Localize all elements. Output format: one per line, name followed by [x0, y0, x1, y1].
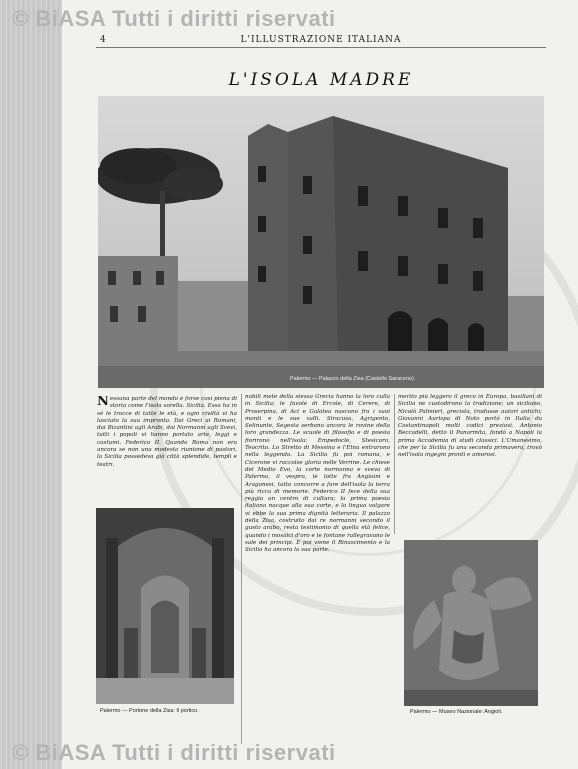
main-photo — [98, 96, 544, 388]
book-binding — [0, 0, 62, 769]
column-right-text: merito più leggero il greco in Europa, basiliani di Sicilia ne custodirono la tradizione; un siciliano, Nicolò Palmieri, grecista, tradusse autori antichi; Giovanni Aurispa di Noto portò in Italia da Costantinopoli molti codici preziosi. Antonio Beccadelli, detto il Panormita, fondò a Napoli la prima Accademia di studi classici. L'Umanesimo, che per la Sicilia fu una seconda primavera, trovò nell'isola ingegni pronti e amorosi. — [398, 394, 542, 459]
text-column-left — [97, 396, 237, 504]
article-title: L'ISOLA MADRE — [228, 70, 414, 90]
text-column-middle — [245, 394, 390, 750]
zisa-palace-illustration — [98, 96, 544, 388]
watermark-bottom: © BiASA Tutti i diritti riservati — [12, 740, 336, 765]
column-rule-right — [394, 394, 395, 534]
running-head — [96, 33, 546, 48]
angels-relief-illustration — [404, 540, 538, 706]
angels-photo — [404, 540, 538, 706]
portico-illustration — [96, 508, 234, 704]
drop-cap: N — [97, 396, 109, 409]
column-middle-text: nobili mete della stessa Grecia hanno la loro culla in Sicilia; le favole di Ercole, di Cerere, di Proserpina, di Aci e Galatea nascono fra i suoi monti e le sue valli. Siracusa, Agrigento, Selinunte, Segesta serbano ancora le rovine della loro grandezza. Le scuole di filosofia e di poesia fiorirono nell'isola: Empedocle, Stesicoro, Teocrito. Lo Stretto di Messina e l'Etna entrarono nella leggenda. La Sicilia fu poi romana, e Cicerone vi raccolse gloria nelle Verrine. Le chiese del Medio Evo, la corte normanna e sveva di Palermo, il vespro, le lotte fra Angioini e Aragonesi, tutto concorre a fare dell'isola la terra più ricca di memorie. Federico II fece della sua reggia un centro di cultura; la prima poesia italiana nacque alla sua corte, e la lingua volgare vi ebbe la sua prima dignità letteraria. Il palazzo della Zisa, costruito dai re normanni secondo il gusto arabo, resta testimonio di quella età felice, quando i mosaici d'oro e le fontane rallegravano le sale dei principi. E poi viene il Rinascimento e la Sicilia ha ancora la sua parte. — [245, 394, 390, 554]
text-column-right — [398, 394, 542, 534]
portico-photo — [96, 508, 234, 704]
portico-caption: Palermo — Portone della Zisa: Il portico. — [100, 708, 199, 714]
main-photo-caption: Palermo — Palazzo della Zisa (Castello Saraceno). — [290, 376, 416, 382]
journal-title: L'ILLUSTRAZIONE ITALIANA — [240, 35, 402, 45]
angels-caption: Palermo — Museo Nazionale: Angioli. — [410, 709, 503, 715]
page-number: 4 — [100, 35, 107, 45]
column-left-text: essuna parte del mondo è forse così piena di storia come l'isola sorella. Sicilia. Essa ha in sé le tracce di tutte le età, e ogni civiltà vi ha lasciato la sua impronta. Dai Greci ai Romani, dai Bizantini agli Arabi, dai Normanni agli Svevi, tutti i popoli vi hanno portato arte, leggi e costumi. Federico II. Quando Roma non era ancora se non una modesta riunione di pastori, la Sicilia possedeva già città splendide, templi e teatri. — [97, 396, 237, 468]
column-rule-left — [241, 394, 242, 744]
watermark-top: © BiASA Tutti i diritti riservati — [12, 6, 336, 31]
